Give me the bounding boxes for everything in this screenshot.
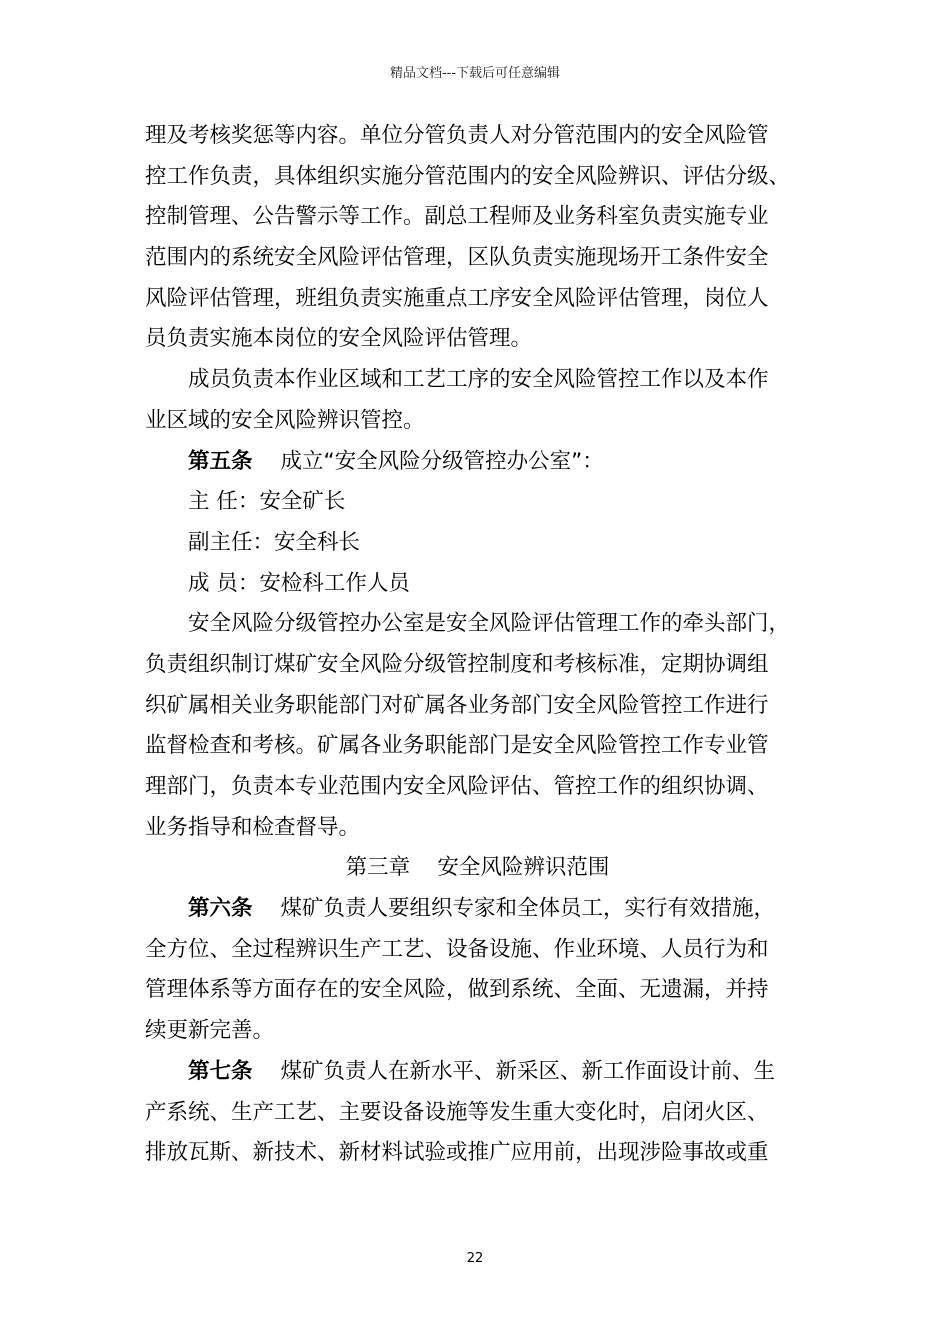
text-line: 范围内的系统安全风险评估管理，区队负责实施现场开工条件安全: [145, 245, 769, 271]
document-body: [145, 116, 810, 1174]
text-line: 织矿属相关业务职能部门对矿属各业务部门安全风险管控工作进行: [145, 692, 769, 718]
text-line: 负责组织制订煤矿安全风险分级管控制度和考核标准，定期协调组: [145, 651, 769, 677]
text-line: 管理体系等方面存在的安全风险，做到系统、全面、无遗漏，并持: [145, 977, 769, 1003]
text-line: 理及考核奖惩等内容。单位分管负责人对分管范围内的安全风险管: [145, 123, 769, 148]
article-5-label: 第五条: [188, 448, 253, 474]
text-line: 安全风险分级管控办公室是安全风险评估管理工作的牵头部门，: [188, 611, 791, 637]
text-line: 业务指导和检查督导。: [145, 814, 361, 840]
text-line: 成员负责本作业区域和工艺工序的安全风险管控工作以及本作: [188, 367, 769, 393]
text-line: 员负责实施本岗位的安全风险评估管理。: [145, 326, 533, 352]
text-line: 续更新完善。: [145, 1018, 275, 1044]
chapter-heading: 第三章 安全风险辨识范围: [345, 855, 610, 881]
article-6-text: 煤矿负责人要组织专家和全体员工，实行有效措施，: [280, 896, 776, 922]
article-7-label: 第七条: [188, 1058, 253, 1084]
text-line: 产系统、生产工艺、主要设备设施等发生重大变化时，启闭火区、: [145, 1099, 769, 1125]
article-5-text: 成立“安全风险分级管控办公室”：: [280, 448, 604, 474]
text-line: 全方位、全过程辨识生产工艺、设备设施、作业环境、人员行为和: [145, 936, 769, 962]
text-line: 控工作负责，具体组织实施分管范围内的安全风险辨识、评估分级、: [145, 163, 791, 189]
article-5-line: [145, 442, 810, 483]
text-line: 风险评估管理，班组负责实施重点工序安全风险评估管理，岗位人: [145, 285, 769, 311]
text-line: 主 任：安全矿长: [188, 489, 346, 515]
text-line: 排放瓦斯、新技术、新材料试验或推广应用前，出现涉险事故或重: [145, 1140, 769, 1166]
text-line: 副主任：安全科长: [188, 529, 361, 555]
article-6-label: 第六条: [188, 896, 253, 922]
text-line: 监督检查和考核。矿属各业务职能部门是安全风险管控工作专业管: [145, 733, 769, 759]
article-6-line: [145, 889, 810, 930]
text-line: 控制管理、公告警示等工作。副总工程师及业务科室负责实施专业: [145, 204, 769, 230]
text-line: 理部门，负责本专业范围内安全风险评估、管控工作的组织协调、: [145, 774, 769, 799]
text-line: 业区域的安全风险辨识管控。: [145, 407, 425, 433]
page-number: 22: [466, 1251, 484, 1266]
article-7-line: [145, 1052, 810, 1093]
text-line: 成 员：安检科工作人员: [188, 570, 410, 596]
article-7-text: 煤矿负责人在新水平、新采区、新工作面设计前、生: [280, 1058, 776, 1084]
page-header: 精品文档---下载后可任意编辑: [389, 66, 561, 81]
